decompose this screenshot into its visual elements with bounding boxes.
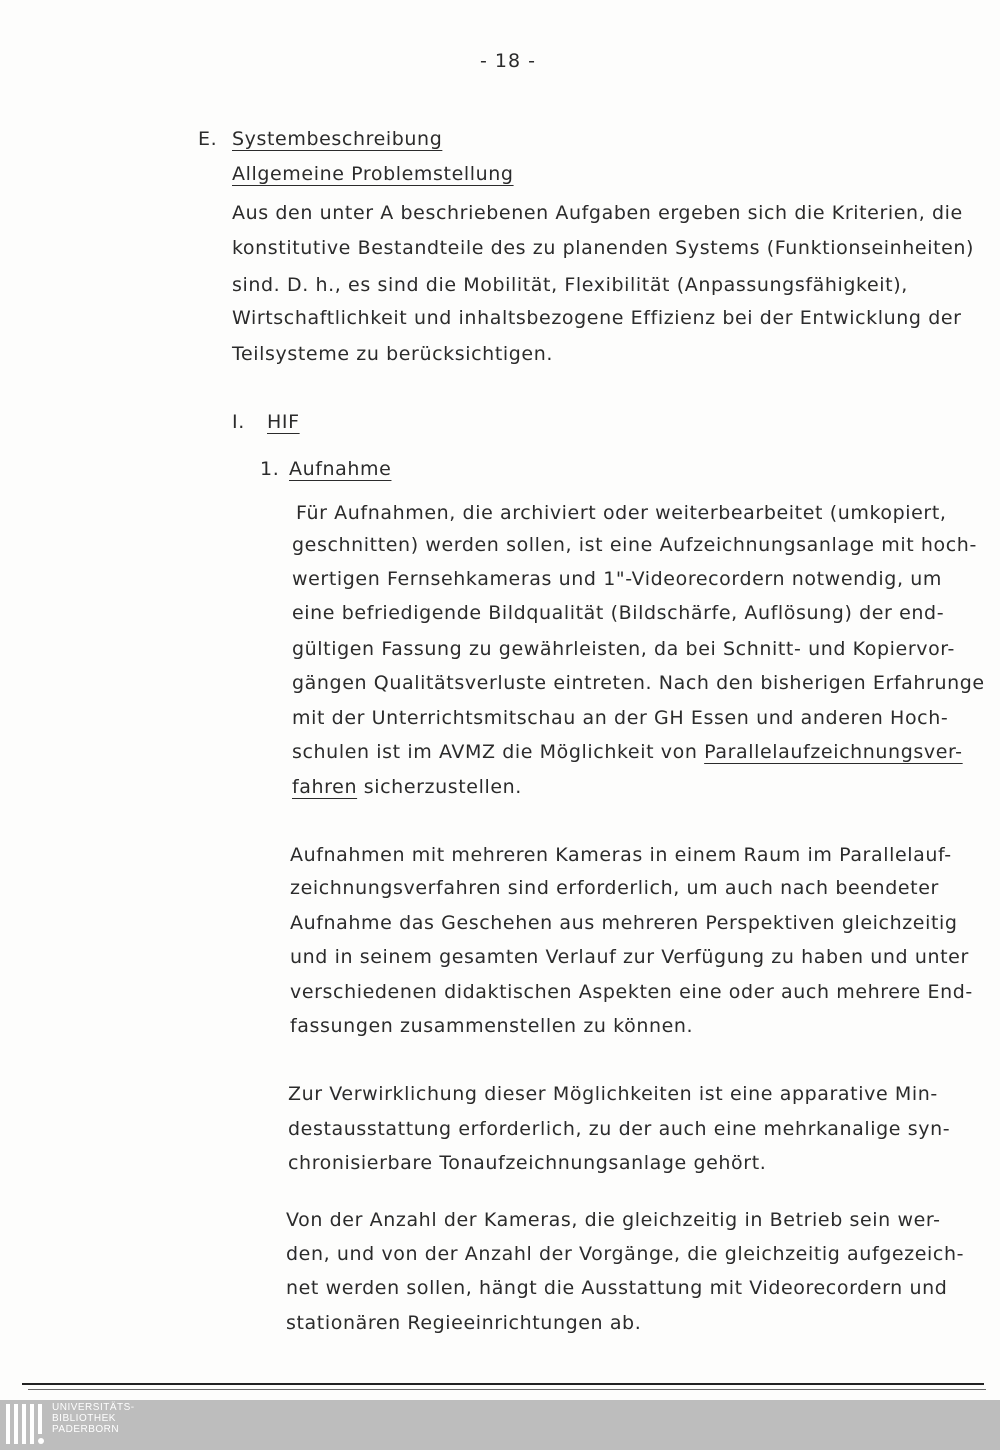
text-line: wertigen Fernsehkameras und 1"-Videorecordern notwendig, um	[292, 568, 942, 590]
item-title: Aufnahme	[289, 458, 392, 480]
footer-rule-secondary	[28, 1389, 986, 1390]
text-line: Wirtschaftlichkeit und inhaltsbezogene Effizienz bei der Entwicklung der	[232, 307, 962, 329]
emphasis-text: Parallelaufzeichnungsver-	[704, 741, 963, 763]
text-line: Von der Anzahl der Kameras, die gleichzeitig in Betrieb sein wer-	[286, 1209, 941, 1231]
library-name-line: UNIVERSITÄTS-	[52, 1402, 135, 1413]
text-line	[292, 743, 963, 762]
section-label: E.	[198, 128, 218, 150]
library-name	[52, 1402, 135, 1435]
library-name-line: BIBLIOTHEK	[52, 1413, 116, 1424]
item-label: 1.	[260, 458, 280, 480]
emphasis-text: fahren	[292, 776, 358, 798]
subsection-label: I.	[232, 411, 245, 433]
text-line: Aufnahmen mit mehreren Kameras in einem Raum im Parallelauf-	[290, 844, 952, 866]
text-line: fassungen zusammenstellen zu können.	[290, 1015, 694, 1037]
text-line: chronisierbare Tonaufzeichnungsanlage gehört.	[288, 1152, 767, 1174]
text-line: konstitutive Bestandteile des zu planenden Systems (Funktionseinheiten)	[232, 237, 975, 259]
text-line: zeichnungsverfahren sind erforderlich, um auch nach beendeter	[290, 877, 939, 899]
text-line: mit der Unterrichtsmitschau an der GH Essen und anderen Hoch-	[292, 707, 949, 729]
text-line	[292, 778, 522, 797]
text-line: sind. D. h., es sind die Mobilität, Flexibilität (Anpassungsfähigkeit),	[232, 274, 908, 296]
text-line: und in seinem gesamten Verlauf zur Verfügung zu haben und unter	[290, 946, 969, 968]
text-line: eine befriedigende Bildqualität (Bildschärfe, Auflösung) der end-	[292, 602, 945, 624]
text-line: Teilsysteme zu berücksichtigen.	[232, 343, 553, 365]
footer-rule	[22, 1383, 984, 1385]
text-segment: sicherzustellen.	[357, 776, 522, 798]
text-line: verschiedenen didaktischen Aspekten eine oder auch mehrere End-	[290, 981, 973, 1003]
section-title: Systembeschreibung	[232, 128, 443, 150]
text-line: Aus den unter A beschriebenen Aufgaben ergeben sich die Kriterien, die	[232, 202, 963, 224]
text-line: den, und von der Anzahl der Vorgänge, die gleichzeitig aufgezeich-	[286, 1243, 965, 1265]
text-segment: schulen ist im AVMZ die Möglichkeit von	[292, 741, 705, 763]
library-logo-icon	[4, 1402, 46, 1448]
text-line: stationären Regieeinrichtungen ab.	[286, 1312, 642, 1334]
library-name-line: PADERBORN	[52, 1424, 120, 1435]
text-line: gültigen Fassung zu gewährleisten, da bei Schnitt- und Kopiervor-	[292, 638, 955, 660]
subsection-title: HIF	[267, 411, 300, 433]
library-footer-bar	[0, 1400, 1000, 1450]
text-line: Für Aufnahmen, die archiviert oder weiterbearbeitet (umkopiert,	[296, 502, 947, 524]
page-number: - 18 -	[480, 50, 536, 72]
text-line: gängen Qualitätsverluste eintreten. Nach den bisherigen Erfahrunge	[292, 672, 985, 694]
text-line: destausstattung erforderlich, zu der auch eine mehrkanalige syn-	[288, 1118, 951, 1140]
text-line: net werden sollen, hängt die Ausstattung mit Videorecordern und	[286, 1277, 948, 1299]
text-line: geschnitten) werden sollen, ist eine Aufzeichnungsanlage mit hoch-	[292, 534, 977, 556]
section-subtitle: Allgemeine Problemstellung	[232, 163, 514, 185]
text-line: Zur Verwirklichung dieser Möglichkeiten ist eine apparative Min-	[288, 1083, 938, 1105]
text-line: Aufnahme das Geschehen aus mehreren Perspektiven gleichzeitig	[290, 912, 958, 934]
